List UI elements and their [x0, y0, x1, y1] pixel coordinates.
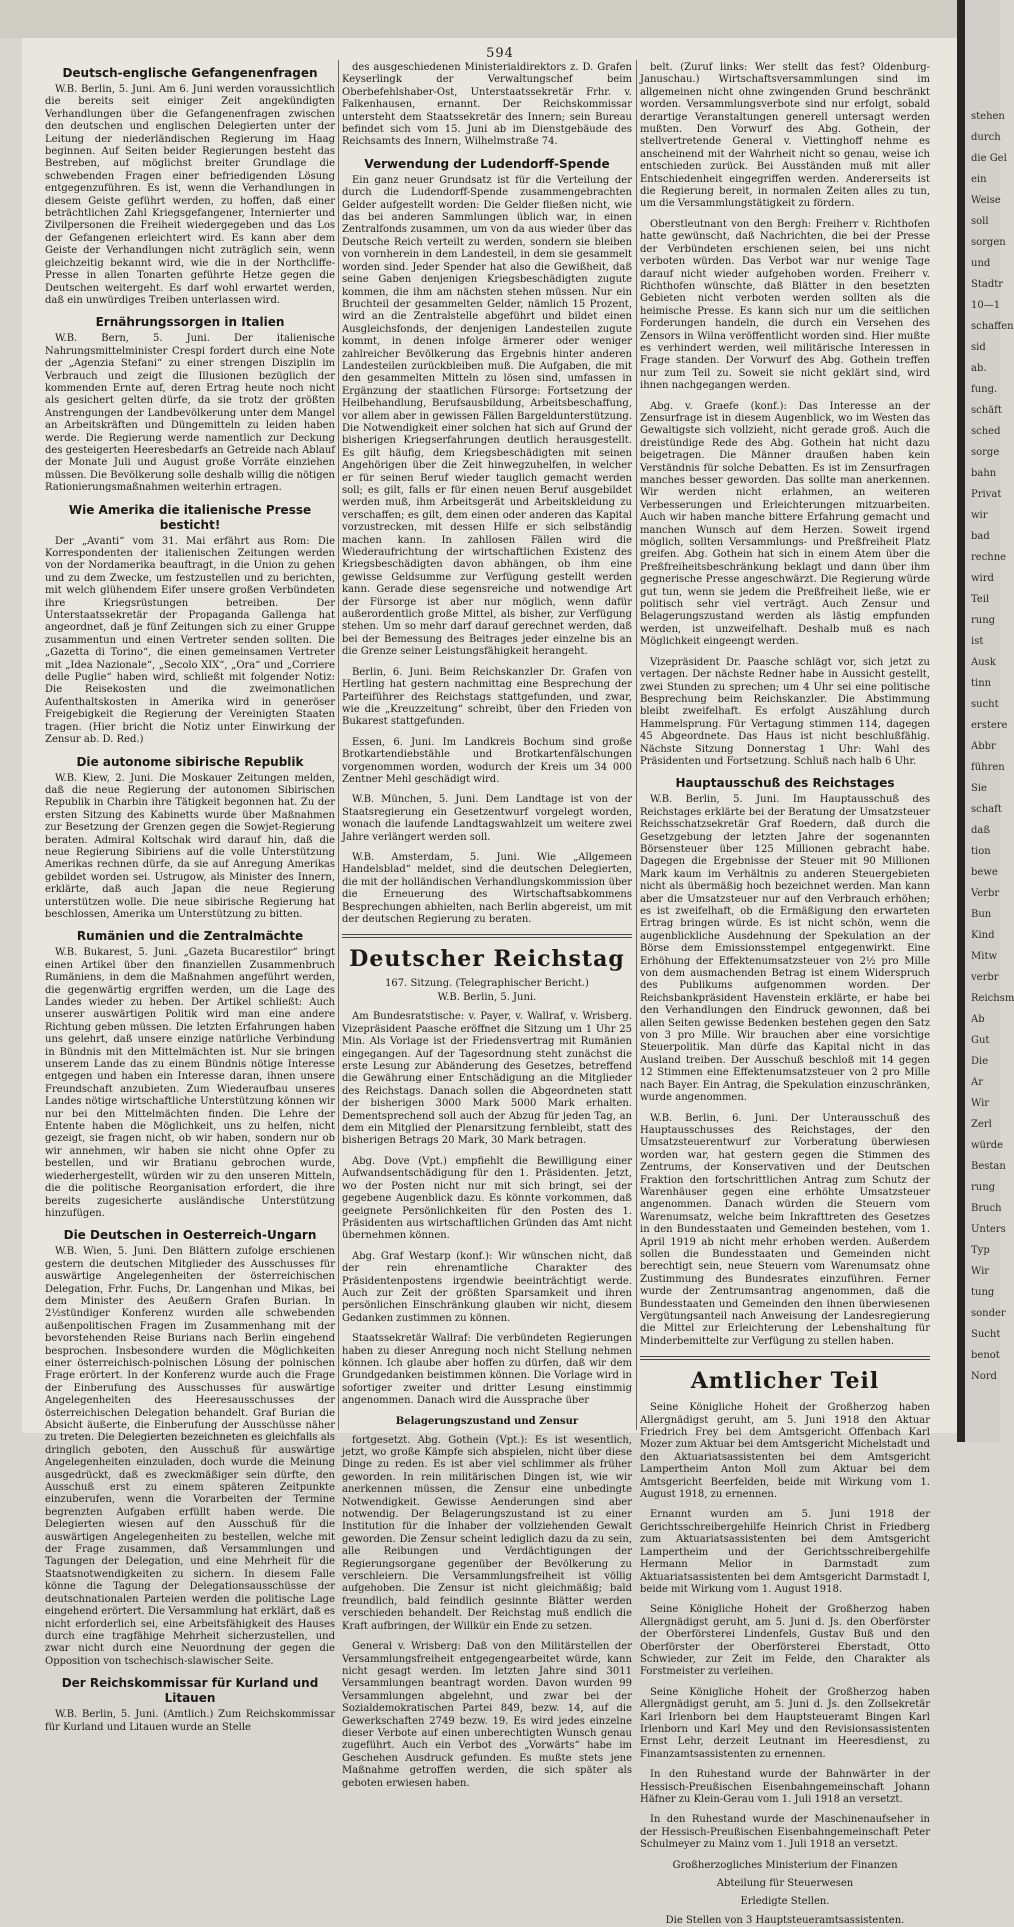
article-body: Ein ganz neuer Grundsatz ist für die Verteilung der durch die Ludendorff-Spende zusammengebrachten Gelder aufgestellt worden: Die Gelder fließen nicht, wie das bei anderen Sammlungen üblich war, in einen Zentralfonds zusammen, um von da aus wieder über das Deutsche Reich verteilt zu werden, sondern sie bleiben von vornherein in dem Landesteil, in dem sie gesammelt worden sind. Jeder Spender hat also die Gewißheit, daß seine Gaben denjenigen Kriegsbeschädigten zugute kommen, die ihm am nächsten stehen müssen. Nur ein Bruchteil der gesammelten Gelder, nämlich 15 Prozent, wird an die Zentralstelle abgeführt und bildet einen Ausgleichsfonds, der denjenigen Landesteilen zugute kommt, in denen infolge ärmerer oder weniger zahlreicher Bevölkerung das Ergebnis hinter anderen Landesteilen zurückbleiben muß. Die Aufgaben, die mit den gesammelten Mitteln zu lösen sind, umfassen in Ergänzung der staatlichen Fürsorge: Fortsetzung der Heilbehandlung, Berufsausbildung, Arbeitsbeschaffung, vor allem aber in gewissen Fällen Bargeldunterstützung. Die Notwendigkeit einer solchen hat sich auf Grund der bisherigen Kriegserfahrungen deutlich herausgestellt. Es gilt häufig, dem Kriegsbeschädigten mit seinen Angehörigen über die Zeit hinwegzuhelfen, in welcher er für seinen Beruf wieder tauglich gemacht werden soll; es gilt, falls er für einen neuen Beruf ausgebildet werden muß, ihm Arbeitsgerät und Arbeitskleidung zu verschaffen; es gilt, dem einen oder anderen das Kapital vorzustrecken, mit dessen Hilfe er sich selbständig machen kann. In zahllosen Fällen wird die Wiederaufrichtung der wirtschaftlichen Existenz des Kriegsbeschädigten davon abhängen, ob ihm eine gewisse Geldsumme zur Verfügung gestellt werden kann. Gerade diese segensreiche und notwendige Art der Fürsorge ist aber nur möglich, wenn dafür außerordentlich große Mittel, als bisher, zur Verfügung stehen. Um so mehr darf darauf gerechnet werden, daß bei der Bemessung des Beitrages jeder einzelne bis an die Grenze seiner Leistungsfähigkeit herangeht.: [342, 174, 632, 658]
edge-text-fragment: Ab: [971, 1014, 985, 1025]
article-body: W.B. Amsterdam, 5. Juni. Wie „Allgemeen Handelsblad“ meldet, sind die deutschen Delegierten, die mit der holländischen Verhandlungskommission über die Erneuerung des Wirtschaftsabkommens Besprechungen abhielten, nach Berlin abgereist, um mit der deutschen Regierung zu beraten.: [342, 851, 632, 925]
edge-text-fragment: bad: [971, 531, 990, 542]
notice-line: Erledigte Stellen.: [740, 1896, 830, 1908]
page-number: 594: [486, 46, 514, 61]
edge-text-fragment: und: [971, 258, 991, 269]
article-heading: Rumänien und die Zentralmächte: [76, 929, 304, 944]
article: [640, 1509, 930, 1596]
article: [342, 1641, 632, 1790]
column-rule: [338, 60, 339, 1430]
article: [45, 1228, 335, 1668]
article: [342, 1156, 632, 1243]
article-body: W.B. Berlin, 5. Juni. Am 6. Juni werden voraussichtlich die bereits seit einiger Zeit angekündigten Verhandlungen über die Gefangenenfragen zwischen den deutschen und englischen Delegierten unter der Leitung der niederländischen Regierung im Haag beginnen. Auf Seiten beider Regierungen besteht das Bestreben, auf möglichst breiter Grundlage die schwebenden Fragen einer befriedigenden Lösung entgegenzuführen. Es ist, wenn die Verhandlungen in diesem Geiste geführt werden, zu hoffen, daß einer beträchtlichen Zahl Kriegsgefangener, Internierter und Zivilpersonen die Freiheit wiedergegeben und das Los der Gefangenen erleichtert wird. Es kann aber dem Geiste der Verhandlungen nicht zuträglich sein, wenn gleichzeitig bekannt wird, wie die in der Northcliffe-Presse in allen Tonarten geführte Hetze gegen die Deutschen weitergeht. Es darf wohl erwartet werden, daß ein unwürdiges Treiben unterlassen wird.: [45, 84, 335, 306]
edge-text-fragment: Weise: [971, 195, 1001, 206]
article: [342, 1435, 632, 1634]
column-1: [45, 62, 335, 1733]
double-rule: [640, 1356, 930, 1360]
edge-text-fragment: Ar: [971, 1077, 984, 1088]
article-body: Abg. Dove (Vpt.) empfiehlt die Bewilligung einer Aufwandsentschädigung für den 1. Präsidenten. Jetzt, wo der Posten nicht nur mit sich bringt, sei der gegebene Augenblick dazu. Es könnte vorkommen, daß geeignete Persönlichkeiten für den Posten des 1. Präsidenten aus wirtschaftlichen Gründen das Amt nicht übernehmen können.: [342, 1155, 632, 1242]
article-body: General v. Wrisberg: Daß von den Militärstellen der Versammlungsfreiheit entgegengearbeitet würde, kann nicht gesagt werden. Im letzten Jahre sind 3011 Versammlungen beantragt worden. Davon wurden 99 Versammlungen abgelehnt, und zwar bei der Sozialdemokratischen Partei 849, bezw. 14, auf die Gewerkschaften 2749 bezw. 19. Es wird jedes einzelne dieser Verbote auf einen unberechtigten Wunsch genau zugeführt. Auch ein Verbot des „Vorwärts“ habe im Geschehen Ausdruck gefunden. Es mußte stets jene Maßnahme getroffen werden, die sich später als geboten erwiesen haben.: [342, 1641, 632, 1789]
edge-text-fragment: bewe: [971, 867, 998, 878]
article-heading: Der Reichskommissar für Kurland und Litauen: [61, 1676, 319, 1706]
article-body: W.B. Berlin, 6. Juni. Der Unterausschuß des Hauptausschusses des Reichstages, der den Umsatzsteuerentwurf zur Vorberatung überwiesen worden war, hat gestern gegen die Stimmen des Zentrums, der Konservativen und der Deutschen Fraktion den fortschrittlichen Antrag zum Schutz der Warenhäuser gegen eine erhöhte Umsatzsteuer angenommen. Danach würden die Steuern vom Warenumsatz, welche beim Inkrafttreten des Gesetzes in den Bundesstaaten und Gemeinden bestehen, vom 1. April 1919 ab nicht mehr erhoben werden. Außerdem sollen die Bundesstaaten und Gemeinden nicht berechtigt sein, neue Steuern vom Warenumsatz ohne Zustimmung des Bundesrates einzuführen. Ferner wurde der Zentrumsantrag angenommen, daß die Bundesstaaten und Gemeinden den ihnen überwiesenen Vergütungsanteil nach Anweisung der Landesregierung die Mittel zur Erleichterung der Lebenshaltung für Minderbemittelte zur Verfügung zu stellen haben.: [640, 1112, 930, 1347]
article-body: In den Ruhestand wurde der Maschinenaufseher in der Hessisch-Preußischen Eisenbahngemeinschaft Peter Schulmeyer zu Mainz vom 1. Juli 1918 an versetzt.: [640, 1814, 930, 1851]
article: [45, 66, 335, 307]
edge-text-fragment: stehen: [971, 111, 1005, 122]
edge-text-fragment: Bestan: [971, 1161, 1006, 1172]
edge-text-fragment: schaft: [971, 804, 1002, 815]
column-3: [640, 62, 930, 1926]
article-body: W.B. Wien, 5. Juni. Den Blättern zufolge erschienen gestern die deutschen Mitglieder des Ausschusses für auswärtige Angelegenheiten der österreichischen Delegation, Frhr. Fuchs, Dr. Langenhan und Mikas, bei dem Minister des Aeußern Grafen Burian. In 2½stündiger Konferenz wurden alle schwebenden außenpolitischen Fragen im Zusammenhang mit der bevorstehenden Reise Burians nach Berlin eingehend besprochen. Insbesondere wurden die Möglichkeiten einer österreichisch-polnischen Lösung der polnischen Frage erörtert. In der Konferenz wurde auch die Frage der Einberufung des Ausschusses für auswärtige Angelegenheiten des Heeresausschusses der österreichischen Delegation behandelt. Graf Burian die Absicht äußerte, die Einberufung der Ausschüsse näher zu treten. Die Delegierten bezeichneten es gleichfalls als dringlich geboten, den Ausschuß für auswärtige Angelegenheiten einzuladen, doch wurde die Meinung ausgedrückt, daß es zweckmäßiger sein dürfte, den Ausschuß erst zu einem späteren Zeitpunkte einzuberufen, wenn die Vorarbeiten der Termine begrenzten Aufgaben erfüllt haben werde. Die Delegierten wiesen auf den Ausschuß für die auswärtigen Angelegenheiten zu bestellen, welche mit der Frage zusammen, daß Versammlungen und Tagungen der Delegation, und eine Mehrheit für die Staatsnotwendigkeiten zu sichern. In diesem Falle könne die Tagung der Delegationsausschüsse der deutschnationalen Parteien werden die politische Lage eingehend erörtert. Die Versammlung hat erklärt, daß es nicht erforderlich sei, eine Arbeitsfähigkeit des Hauses durch eine tragfähige Mehrheit sicherzustellen, und zwar nicht durch eine Neuordnung der gegen die Opposition von tschechisch-slawischer Seite.: [45, 1246, 335, 1667]
adjacent-page-edge: [957, 0, 1014, 1442]
article: [640, 776, 930, 1104]
article-body: Essen, 6. Juni. Im Landkreis Bochum sind große Brotkartendiebstähle und Brotkartenfälschungen vorgenommen worden, wodurch der Kreis um 34 000 Zentner Mehl geschädigt wird.: [342, 736, 632, 785]
edge-text-fragment: schaffen: [971, 321, 1014, 332]
article: [45, 929, 335, 1220]
edge-text-fragment: tung: [971, 1287, 995, 1298]
article: [640, 657, 930, 769]
edge-text-fragment: Die: [971, 1056, 989, 1067]
edge-text-fragment: Abbr: [971, 741, 996, 752]
article: [640, 1604, 930, 1678]
edge-text-fragment: Privat: [971, 489, 1002, 500]
article: [640, 1356, 930, 1394]
edge-text-fragment: Wir: [971, 1098, 990, 1109]
edge-text-fragment: verbr: [971, 972, 999, 983]
article-body: Berlin, 6. Juni. Beim Reichskanzler Dr. Grafen von Hertling hat gestern nachmittag eine Besprechung der Parteiführer des Reichstags stattgefunden, und zwar, wie die „Kreuzzeitung“ schreibt, über den Frieden von Bukarest stattgefunden.: [342, 666, 632, 728]
dateline: W.B. Berlin, 5. Juni.: [437, 992, 537, 1004]
article: [342, 852, 632, 926]
article-body: Abg. v. Graefe (konf.): Das Interesse an der Zensurfrage ist in diesem Augenblick, wo im Westen das Gewaltigste sich vollzieht, nicht gerade groß. Auch die dreistündige Rede des Abg. Gothein hat nicht dazu beigetragen. Die Männer draußen haben kein Verständnis für solche Debatten. Es ist im Zensurfragen manches besser geworden. Das sollte man anerkennen. Wir werden nicht erlahmen, an weiteren Verbesserungen und Erleichterungen mitzuarbeiten. Auch wir haben manche bittere Erfahrung gemacht und manchen Wunsch auf dem Herzen. Soweit irgend möglich, sollten Versammlungs- und Preßfreiheit Platz greifen. Abg. Gothein hat sich in einem Atem über die Preßfreiheitsbeschränkung beklagt und dann über ihm gegnerische Presse angeschwärzt. Die Regierung würde gut tun, wenn sie jedem die Preßfreiheit ließe, wie er politisch sehr viel verträgt. Auch Zensur und Belagerungszustand werden als lästig empfunden werden, ist unzweifelhaft. Deshalb muß es nach Möglichkeit eingeengt werden.: [640, 400, 930, 648]
edge-text-fragment: Unters: [971, 1224, 1006, 1235]
article-body: W.B. Bukarest, 5. Juni. „Gazeta Bucarestilor“ bringt einen Artikel über den finanziellen Zusammenbruch Rumäniens, in dem die Maßnahmen angeführt werden, die gegenwärtig ergriffen werden, um die Lage des Landes wieder zu heben. Der Artikel schließt: Auch unserer auswärtigen Politik wird man eine andere Richtung geben müssen. Die letzten Erfahrungen haben uns gelehrt, daß unsere einzige natürliche Verbindung in Bündnis mit den Mittelmächten ist. Nur sie bringen unserem Lande das zu einem Bündnis nötige Interesse entgegen und haben ein Interesse daran, ihnen unsere Freundschaft anzubieten. Zum Wiederaufbau unseres Landes nötige wirtschaftliche Unterstützung können wir nur bei den Mittelmächten finden. Die Lehre der Entente haben die Möglichkeit, uns zu helfen, nicht gezeigt, sie fragen nicht, ob wir haben, sondern nur ob wir annehmen, wir haben sie nicht ohne Opfer zu bestellen, und wir Bratianu gebrochen wurde, wiederhergestellt, würden wir zu den unseren Mitteln, die die politische Reorganisation erfordert, die ihre bereits zugesicherte ausländische Unterstützung hinzufügen.: [45, 947, 335, 1219]
edge-text-fragment: Zerl: [971, 1119, 992, 1130]
article: [342, 1333, 632, 1407]
edge-text-fragment: erstere: [971, 720, 1008, 731]
article-body: W.B. Kiew, 2. Juni. Die Moskauer Zeitungen melden, daß die neue Regierung der autonomen Sibirischen Republik in Charbin ihre Tätigkeit begonnen hat. Zu der ersten Sitzung des Kabinetts wurde über Maßnahmen zur Besetzung der Grenzen gegen die Sowjet-Regierung beraten. Admiral Koltschak wird darauf hin, daß die neue Regierung Sibiriens auf die volle Unterstützung Amerikas rechnen dürfe, da sie auf Anregung Amerikas gebildet worden sei. Ustrugow, als Minister des Innern, erklärte, daß auch Japan die neue Regierung unterstützen wolle. Die neue sibirische Regierung hat beschlossen, Amerika um Unterstützung zu bitten.: [45, 772, 335, 920]
edge-text-fragment: sonder: [971, 1308, 1006, 1319]
article-body: belt. (Zuruf links: Wer stellt das fest? Oldenburg-Januschau.) Wirtschaftsversammlungen sind im allgemeinen nicht ohne zwingenden Grund beschränkt worden. Versammlungsverbote sind nur erfolgt, sobald derartige Veranstaltungen generell untersagt werden mußten. Den Vorwurf des Abg. Gothein, der stellvertretende General v. Viettinghoff nehme es anscheinend mit der Wahrheit nicht so genau, weise ich entschieden zurück. Bei Ausständen muß mit aller Entschiedenheit eingegriffen werden. Andererseits ist die Regierung bereit, in normalen Zeiten alles zu tun, um die Versammlungstätigkeit zu fördern.: [640, 62, 930, 210]
edge-text-fragment: Bruch: [971, 1203, 1002, 1214]
edge-text-fragment: benot: [971, 1350, 1000, 1361]
article-body: Staatssekretär Wallraf: Die verbündeten Regierungen haben zu dieser Anregung noch nicht Stellung nehmen können. Ich glaube aber hoffen zu dürfen, daß wir dem Grundgedanken beistimmen können. Die Vorlage wird in sofortiger zweiter und dritter Lesung einstimmig angenommen. Danach wird die Aussprache über: [342, 1333, 632, 1407]
article-heading: Die Deutschen in Oesterreich-Ungarn: [63, 1228, 317, 1243]
session-info: 167. Sitzung. (Telegraphischer Bericht.): [385, 978, 589, 990]
article: [640, 62, 930, 211]
article-body: Oberstleutnant von den Bergh: Freiherr v. Richthofen hatte gewünscht, daß Nachrichten, die bei der Presse der Verbündeten erschienen seien, bei uns nicht verboten würden. Das Verbot war nur wenige Tage darauf nicht wieder aufgehoben worden. Freiherr v. Richthofen wünschte, daß Blätter in den besetzten Gebieten nicht verboten werden sollten als die heimische Presse. Es kann sich nur um die seitlichen Forderungen handeln, die durch ein Versehen des Zensors in Wilna veröffentlicht worden sind. Hier mußte es verhindert werden, weil militärische Interessen in Frage standen. Der Vorwurf des Abg. Gothein treffen nur zum Teil zu. Soweit sie nicht geklärt sind, wird ihnen nachgegangen werden.: [640, 218, 930, 392]
edge-text-fragment: sucht: [971, 699, 999, 710]
edge-text-fragment: schäft: [971, 405, 1002, 416]
article-body: fortgesetzt. Abg. Gothein (Vpt.): Es ist wesentlich, jetzt, wo große Kämpfe sich abspielen, nicht über diese Dinge zu reden. Es ist aber viel schlimmer als früher geworden. In rein militärischen Dingen ist, wie wir anerkennen müssen, die Zensur eine unbedingte Notwendigkeit. Gewisse Aenderungen sind aber notwendig. Der Belagerungszustand ist zu einer Institution für die Inhaber der vollziehenden Gewalt geworden. Die Zensur scheint lediglich dazu da zu sein, alle Reibungen und Verdächtigungen der Regierungsorgane gegenüber der Bevölkerung zu verschleiern. Die Versammlungsfreiheit ist völlig aufgehoben. Die Zensur ist nicht gleichmäßig; bald freundlich, bald feindlich gesinnte Blätter werden verschieden behandelt. Der Reichstag muß endlich die Kraft aufbringen, der Willkür ein Ende zu setzen.: [342, 1434, 632, 1632]
edge-text-fragment: wir: [971, 510, 988, 521]
edge-text-fragment: Kind: [971, 930, 995, 941]
edge-text-fragment: sorge: [971, 447, 1000, 458]
article-heading: Wie Amerika die italienische Presse besticht!: [68, 502, 312, 532]
scan-border-top: [0, 0, 1000, 38]
article: [342, 1011, 632, 1147]
edge-text-fragment: sid: [971, 342, 986, 353]
article: [640, 1769, 930, 1806]
article: [342, 62, 632, 149]
article-heading: Ernährungssorgen in Italien: [95, 315, 285, 330]
edge-text-fragment: daß: [971, 825, 991, 836]
article: [45, 1676, 335, 1734]
article: [45, 755, 335, 922]
article: [640, 1814, 930, 1851]
edge-text-fragment: Nord: [971, 1371, 997, 1382]
article-body: W.B. Bern, 5. Juni. Der italienische Nahrungsmittelminister Crespi fordert durch eine Note der „Agenzia Stefani“ zu einer strengen Disziplin im Verbrauch und zeigt die Illusionen bezüglich der kommenden Ernte auf, deren Ertrag heute noch nicht als gesichert gelten dürfe, da sie trotz der größten Anstrengungen der Landbevölkerung unter dem Mangel an Arbeitskräften und Düngemitteln zu leiden haben werde. Die Regierung werde namentlich zur Deckung des gesteigerten Heeresbedarfs an Getreide nach Ablauf der Monate Juli und August große Vorräte einziehen müssen. Die Bevölkerung solle deshalb willig die nötigen Rationierungsmaßnahmen weiterhin ertragen.: [45, 333, 335, 494]
edge-text-fragment: Wir: [971, 1266, 990, 1277]
article: [342, 667, 632, 729]
notice-line: Die Stellen von 3 Hauptsteueramtsassistenten.: [665, 1914, 905, 1926]
edge-text-fragment: Ausk: [971, 657, 996, 668]
edge-text-fragment: würde: [971, 1140, 1004, 1151]
edge-text-fragment: führen: [971, 762, 1005, 773]
article: [342, 1251, 632, 1325]
edge-text-fragment: ab.: [971, 363, 987, 374]
edge-text-fragment: sorgen: [971, 237, 1006, 248]
column-rule: [636, 60, 637, 1430]
double-rule: [342, 934, 632, 938]
edge-text-fragment: tion: [971, 846, 991, 857]
article-body: Abg. Graf Westarp (konf.): Wir wünschen nicht, daß der rein ehrenamtliche Charakter des Präsidentenpostens irgendwie beeinträchtigt werde. Auch zur Zeit der größten Sparsamkeit und ihren persönlichen Einschränkung glauben wir nicht, diesem Gedanken zustimmen zu können.: [342, 1250, 632, 1324]
article-body: Seine Königliche Hoheit der Großherzog haben Allergnädigst geruht, am 5. Juni 1918 den Aktuar Friedrich Frey bei dem Amtsgericht Offenbach Karl Mozer zum Aktuar bei dem Amtsgericht Michelstadt und den Aktuariatsassistenten bei dem Amtsgericht Lampertheim Anton Moll zum Aktuar bei dem Amtsgericht Beerfelden, beide mit Wirkung vom 1. August 1918, zu ernennen.: [640, 1402, 930, 1501]
article: [640, 219, 930, 393]
subheading: Belagerungszustand und Zensur: [395, 1415, 579, 1427]
edge-text-fragment: ein: [971, 174, 987, 185]
edge-text-fragment: rechne: [971, 552, 1007, 563]
article-heading: Deutsch-englische Gefangenenfragen: [62, 66, 318, 80]
article-body: W.B. München, 5. Juni. Dem Landtage ist von der Staatsregierung ein Gesetzentwurf vorgelegt worden, wonach die laufende Landtagswahlzeit um weitere zwei Jahre verlängert werden soll.: [342, 794, 632, 843]
article-body: W.B. Berlin, 5. Juni. (Amtlich.) Zum Reichskommissar für Kurland und Litauen wurde an Stelle: [45, 1709, 335, 1733]
edge-text-fragment: bahn: [971, 468, 997, 479]
section-heading: Deutscher Reichstag: [349, 946, 625, 973]
edge-text-fragment: ist: [971, 636, 984, 647]
article: [640, 1113, 930, 1349]
article: [342, 737, 632, 787]
article-body: des ausgeschiedenen Ministerialdirektors z. D. Grafen Keyserlingk der Verwaltungschef beim Oberbefehlshaber-Ost, Unterstaatssekretär Frhr. v. Falkenhausen, ernannt. Der Reichskommissar untersteht dem Staatssekretär des Innern; sein Bureau befindet sich vom 15. Juni ab im Dienstgebäude des Reichsamts des Innern, Wilhelmstraße 74.: [342, 62, 632, 148]
edge-text-fragment: sched: [971, 426, 1001, 437]
notice-line: Großherzogliches Ministerium der Finanzen: [672, 1859, 898, 1871]
article: [45, 503, 335, 747]
article: [342, 157, 632, 659]
edge-text-fragment: 10—1: [971, 300, 1001, 311]
article-body: Am Bundesratstische: v. Payer, v. Wallraf, v. Wrisberg. Vizepräsident Paasche eröffnet die Sitzung um 1 Uhr 25 Min. Als Vorlage ist der Friedensvertrag mit Rumänien eingegangen. Auf der Tagesordnung steht zunächst die erste Lesung zur Abänderung des Gesetzes, betreffend die Gewährung einer Entschädigung an die Mitglieder des Reichstags. Danach sollen die Abgeordneten statt der bisherigen 3000 Mark 5000 Mark erhalten. Dementsprechend soll auch der Abzug für jeden Tag, an dem ein Mitglied der Plenarsitzung fernbleibt, statt des bisherigen Betrags 20 Mark, 30 Mark betragen.: [342, 1011, 632, 1147]
edge-text-fragment: Reichsm: [971, 993, 1014, 1004]
edge-text-fragment: wird: [971, 573, 994, 584]
article: [640, 1687, 930, 1761]
edge-text-fragment: rung: [971, 615, 996, 626]
notice-line: Abteilung für Steuerwesen: [716, 1878, 854, 1890]
edge-text-fragment: durch: [971, 132, 1001, 143]
binding-shadow: [957, 0, 965, 1442]
article-heading: Die autonome sibirische Republik: [76, 754, 304, 769]
article-heading: Verwendung der Ludendorff-Spende: [364, 156, 610, 171]
article-body: Seine Königliche Hoheit der Großherzog haben Allergnädigst geruht, am 5. Juni d. Js. den Zollsekretär Karl Irlenborn bei dem Hauptsteueramt Bingen Karl Irlenborn und Karl Mey und den Revisionsassistenten Ernst Lehr, derzeit Leutnant im Heeresdienst, zu Finanzamtsassistenten zu ernennen.: [640, 1686, 930, 1760]
edge-text-fragment: Typ: [971, 1245, 990, 1256]
edge-text-fragment: Bun: [971, 909, 992, 920]
article-body: W.B. Berlin, 5. Juni. Im Hauptausschuß des Reichstages erklärte bei der Beratung der Umsatzsteuer Reichsschatzsekretär Graf Roedern, daß durch die Gesetzgebung der letzten Jahre der sogenannten Börsensteuer über 125 Millionen gebracht habe. Dagegen die Ergebnisse der Steuer mit 90 Millionen Mark kaum im Verhältnis zu anderen Steuergebieten nicht als übermäßig hoch bezeichnet werden. Man kann aber die Umsatzsteuer nur auf den Verbrauch erhöhen; es ist zweifelhaft, ob die Ermäßigung den erwarteten Ertrag bringen würde. Es ist nicht schön, wenn die augenblickliche Ausdehnung der Spekulation an der Börse dem Emissionsstempel entgegenwirkt. Eine Erhöhung der Effektenumsatzsteuer von 2½ pro Mille von dem ausmachenden Betrag ist einem Widerspruch des Publikums aufgenommen worden. Der Reichsbankpräsident Havenstein erklärte, er habe bei den Verhandlungen den Eindruck gewonnen, daß bei allen Seiten gewisse Bedenken bestehen gegen den Satz von 3 pro Mille. Wir brauchen aber eine vorsichtige Steuerpolitik. Man dürfe das Kapital nicht in das Ausland treiben. Der Ausschuß beschloß mit 14 gegen 12 Stimmen eine Effektenumsatzsteuer von 2 pro Mille nach Bayer. Ein Antrag, die Spekulation einzuschränken, wurde angenommen.: [640, 794, 930, 1104]
article-body: Ernannt wurden am 5. Juni 1918 der Gerichtsschreibergehilfe Heinrich Christ in Friedberg zum Aktuariatsassistenten bei dem Amtsgericht Lampertheim und der Gerichtsschreibergehilfe Hermann Melior in Darmstadt zum Aktuariatsassistenten bei dem Amtsgericht Darmstadt I, beide mit Wirkung vom 1. August 1918.: [640, 1509, 930, 1595]
column-2: [342, 62, 632, 1789]
edge-text-fragment: rung: [971, 1182, 996, 1193]
article: [45, 315, 335, 494]
article-body: Seine Königliche Hoheit der Großherzog haben Allergnädigst geruht, am 5. Juni d. Js. den Oberförster der Oberförsterei Lindenfels, Gustav Buß und den Oberförster der Oberförsterei Eberstadt, Otto Schwieder, zur Zeit im Felde, den Charakter als Forstmeister zu verleihen.: [640, 1604, 930, 1678]
article: [640, 1860, 930, 1927]
article: [640, 1402, 930, 1501]
section-heading: Amtlicher Teil: [690, 1368, 880, 1395]
edge-text-fragment: die Gel: [971, 153, 1007, 164]
edge-text-fragment: soll: [971, 216, 989, 227]
article: [640, 401, 930, 649]
article-body: Der „Avanti“ vom 31. Mai erfährt aus Rom: Die Korrespondenten der italienischen Zeitungen werden von der Nordamerika beauftragt, in die Union zu gehen und zu dem Zwecke, um festzustellen und zu berichten, mit welch glühendem Eifer unsere großen Verbündeten ihre Kriegsrüstungen betreiben. Der Unterstaatssekretär der Propaganda Gallenga hat angeordnet, daß je fünf Zeitungen sich zu einer Gruppe zusammentun und einen Vertreter senden sollten. Die „Gazetta di Torino“, die einen gemeinsamen Vertreter mit „Idea Nazionale“, „Secolo XIX“, „Ora“ und „Corriere delle Puglie“ haben wird, schließt mit folgender Notiz: Die Reisekosten und die zweimonatlichen Aufenthaltskosten in Amerika wird in generöser Freigebigkeit die Regierung der Vereinigten Staaten tragen. (Hier bricht die Notiz unter Einwirkung der Zensur ab. D. Red.): [45, 535, 335, 746]
article: [342, 934, 632, 1003]
edge-text-fragment: Mitw: [971, 951, 998, 962]
edge-text-fragment: tinn: [971, 678, 992, 689]
edge-text-fragment: Stadtr: [971, 279, 1004, 290]
article-body: Vizepräsident Dr. Paasche schlägt vor, sich jetzt zu vertagen. Der nächste Redner habe in Aussicht gestellt, zwei Stunden zu sprechen; um 4 Uhr sei eine politische Besprechung beim Reichskanzler. Die Abstimmung bleibt zweifelhaft. Es erfolgt Auszählung durch Hammelsprung. Für Vertagung stimmen 114, dagegen 45 Abgeordnete. Das Haus ist nicht beschlußfähig. Nächste Sitzung Donnerstag 1 Uhr: Wahl des Präsidenten und Fortsetzung. Schluß nach halb 6 Uhr.: [640, 656, 930, 767]
article: [342, 794, 632, 844]
article: [342, 1416, 632, 1427]
article-body: In den Ruhestand wurde der Bahnwärter in der Hessisch-Preußischen Eisenbahngemeinschaft Johann Häfner zu Klein-Gerau vom 1. Juli 1918 an versetzt.: [640, 1769, 930, 1805]
edge-text-fragment: Verbr: [971, 888, 1000, 899]
edge-text-fragment: Teil: [971, 594, 990, 605]
edge-text-fragment: Sie: [971, 783, 987, 794]
edge-text-fragment: fung.: [971, 384, 998, 395]
edge-text-fragment: Gut: [971, 1035, 990, 1046]
edge-text-fragment: Sucht: [971, 1329, 1001, 1340]
article-heading: Hauptausschuß des Reichstages: [675, 776, 895, 791]
